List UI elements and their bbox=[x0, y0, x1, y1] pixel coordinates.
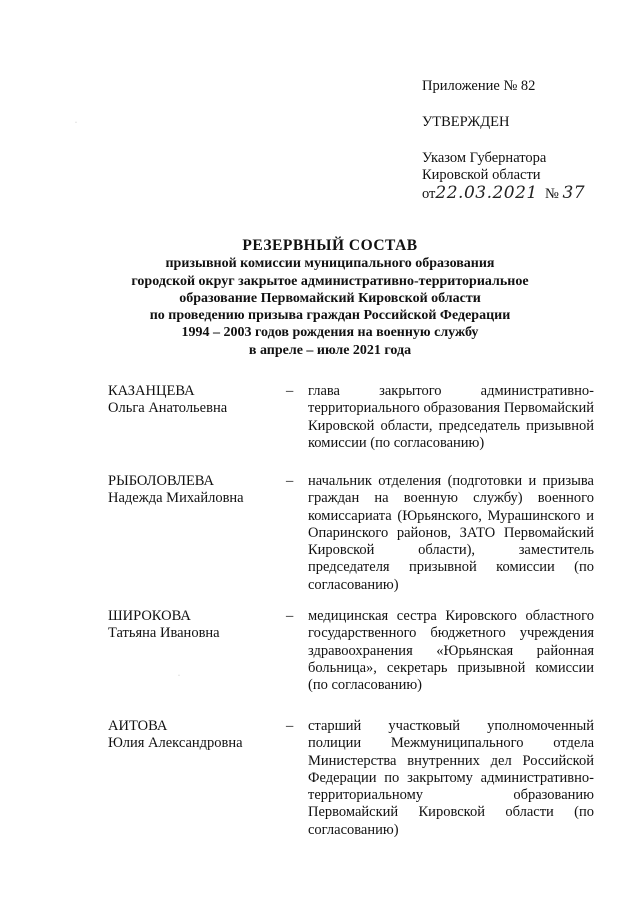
member-entry bbox=[108, 383, 594, 452]
decree-date-number bbox=[422, 185, 622, 203]
title-line-6: в апреле – июле 2021 года bbox=[248, 342, 412, 358]
member-role: глава закрытого административно-территориального образования Первомайский Кировской области, председатель призывной комиссии (по согласованию) bbox=[308, 383, 594, 451]
title-line-3: образование Первомайский Кировской области bbox=[179, 290, 481, 306]
member-person bbox=[108, 383, 286, 452]
member-person bbox=[108, 608, 286, 694]
member-role: старший участковый уполномоченный полиции Межмуниципального отдела Министерства внутренних дел Российской Федерации по закрытому административно-территориальному образованию Первомайский Кировской области (по согласованию) bbox=[308, 718, 594, 838]
member-given-name: Ольга Анатольевна bbox=[108, 400, 228, 417]
member-given-name: Юлия Александровна bbox=[108, 735, 243, 752]
member-dash: – bbox=[286, 383, 294, 399]
number-sign: № bbox=[545, 186, 559, 202]
member-role: начальник отделения (подготовки и призыва граждан на военную службу) военного комиссариата (Юрьянского, Мурашинского и Опаринского районов, ЗАТО Первомайский Кировской области), заместитель председателя призывной комиссии (по согласованию) bbox=[308, 473, 594, 593]
member-role: медицинская сестра Кировского областного государственного бюджетного учреждения здравоохранения «Юрьянская районная больница», секретарь призывной комиссии (по согласованию) bbox=[308, 608, 594, 694]
member-entry bbox=[108, 608, 594, 694]
member-dash: – bbox=[286, 473, 294, 489]
title-line-1: призывной комиссии муниципального образования bbox=[165, 256, 495, 272]
title-line-2: городской округ закрытое административно-территориальное bbox=[131, 273, 529, 289]
member-surname: ШИРОКОВА bbox=[108, 608, 191, 624]
member-given-name: Надежда Михайловна bbox=[108, 490, 244, 507]
handwritten-date: 22.03.2021 bbox=[435, 183, 538, 203]
member-entry bbox=[108, 473, 594, 594]
approved-heading: УТВЕРЖДЕН bbox=[422, 114, 510, 130]
from-prefix: от bbox=[422, 186, 436, 202]
member-dash: – bbox=[286, 718, 294, 734]
appendix-number: Приложение № 82 bbox=[422, 78, 536, 94]
member-surname: КАЗАНЦЕВА bbox=[108, 383, 195, 399]
title-main: РЕЗЕРВНЫЙ СОСТАВ bbox=[242, 237, 418, 254]
scan-speck: · bbox=[75, 120, 77, 126]
approval-block bbox=[422, 78, 622, 202]
title-line-5: 1994 – 2003 годов рождения на военную службу bbox=[181, 325, 479, 341]
scan-speck: · bbox=[178, 673, 180, 679]
member-surname: АИТОВА bbox=[108, 718, 168, 734]
member-surname: РЫБОЛОВЛЕВА bbox=[108, 473, 215, 489]
members-list bbox=[108, 383, 594, 838]
member-dash: – bbox=[286, 608, 294, 624]
member-person bbox=[108, 473, 286, 594]
member-person bbox=[108, 718, 286, 839]
member-entry bbox=[108, 718, 594, 839]
decree-line-2: Кировской области bbox=[422, 167, 541, 183]
decree-line-1: Указом Губернатора bbox=[422, 150, 547, 166]
member-given-name: Татьяна Ивановна bbox=[108, 625, 220, 642]
handwritten-number: 37 bbox=[562, 183, 586, 203]
document-title bbox=[100, 237, 560, 359]
title-line-4: по проведению призыва граждан Российской Федерации bbox=[149, 308, 511, 324]
